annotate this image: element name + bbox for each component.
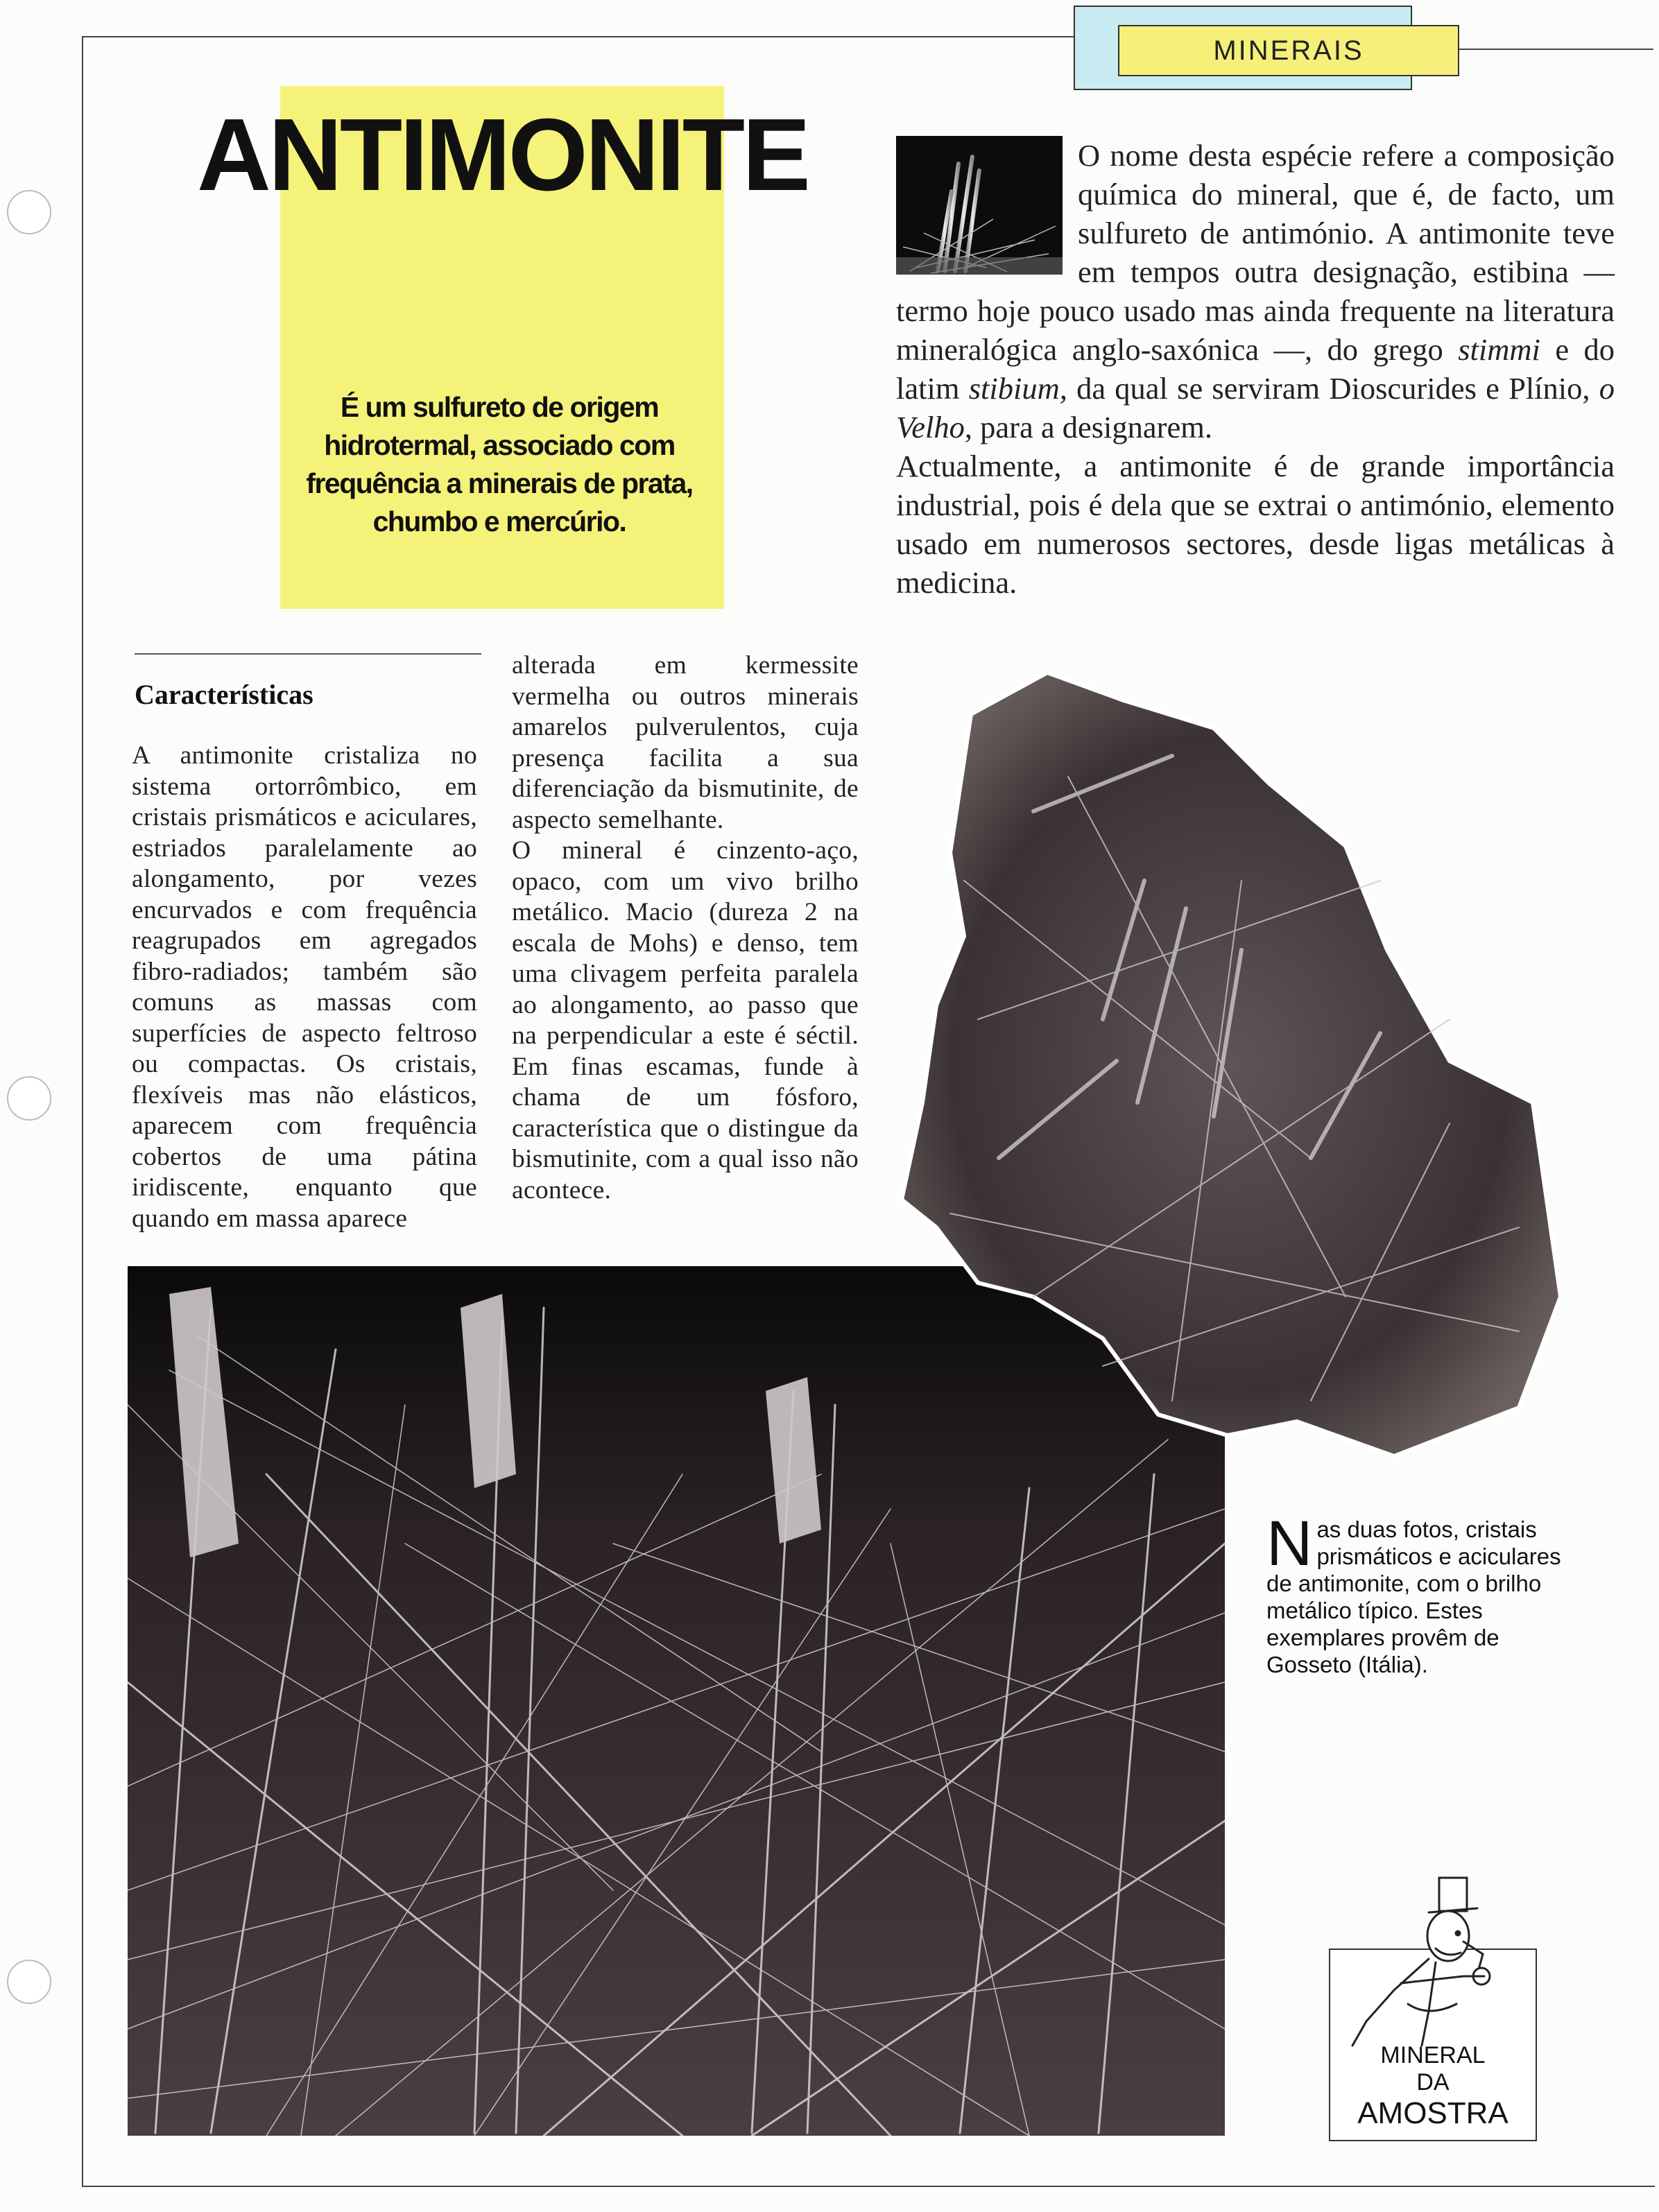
frame-top-rule (82, 36, 1075, 37)
logo-line-1: MINERAL (1380, 2042, 1486, 2068)
column-paragraph: O mineral é cinzento-aço, opaco, com um vivo brilho metálico. Macio (dureza 2 na escala de Mohs) e denso, tem uma clivagem perfeita paralela ao alongamento, ao passo que na perpendicular a este é séctil. Em finas escamas, funde à chama de um fósforo, característica que o distingue da bismutinite, com a qual isso não acontece. (512, 836, 859, 1204)
intro-text-part: , para a designarem. (964, 410, 1212, 444)
caption-dropcap: N (1266, 1508, 1313, 1579)
lead-text: É um sulfureto de origem hidrotermal, associado com frequência a minerais de prata, chumbo e mercúrio. (306, 391, 693, 537)
page-title: ANTIMONITE (197, 98, 808, 212)
thumbnail-spacer (896, 136, 1078, 283)
caption-text: as duas fotos, cristais prismáticos e aciculares de antimonite, com o brilho metálico típico. Estes exemplares provêm de Gosseto (Itália). (1266, 1517, 1561, 1677)
binder-hole (7, 1960, 51, 2004)
photo-caption (1266, 1508, 1585, 1678)
section-rule (135, 653, 481, 655)
text-column-2 (512, 650, 859, 1206)
intro-text-part: da qual se serviram Dioscurides e Plínio, (1067, 371, 1599, 406)
intro-italic-term: stimmi (1458, 332, 1540, 367)
text-column-1: A antimonite cristaliza no sistema ortorrômbico, em cristais prismáticos e aciculares, estriados paralelamente ao alongamento, por vezes encurvados e com frequência reagrupados em agregados fibro-radiados; também são comuns as massas com superfícies de aspecto feltroso ou compactas. Os cristais, flexíveis mas não elásticos, aparecem com frequência cobertos de uma pátina iridiscente, enquanto que quando em massa aparece (132, 741, 477, 1233)
intro-text (896, 136, 1615, 602)
intro-text-part: O nome desta espécie refere a composição química do mineral, que é, de facto, um sulfureto de antimónio. A antimonite teve em tempos outra designação, estibina — termo hoje pouco usado mas ainda frequente na literatura mineralógica anglo-saxónica —, do grego (896, 138, 1615, 367)
logo-text (1329, 2041, 1537, 2132)
frame-top-rule-right (1456, 49, 1653, 50)
logo-line-2: DA (1416, 2069, 1450, 2096)
intro-paragraph: Actualmente, a antimonite é de grande importância industrial, pois é dela que se extrai o antimónio, elemento usado em numerosos sectores, desde ligas metálicas à medicina. (896, 449, 1615, 600)
crystal-photo-specimen (895, 673, 1561, 1463)
intro-text-part: e do latim (896, 332, 1615, 406)
geologist-figure-icon (1325, 1872, 1512, 2053)
section-heading: Características (135, 679, 313, 710)
intro-italic-term: stibium, (968, 371, 1067, 406)
binder-hole (7, 190, 51, 234)
category-tab: MINERAIS (1118, 25, 1459, 76)
intro-italic-term: o Velho (896, 371, 1615, 444)
binder-hole (7, 1076, 51, 1121)
column-paragraph: alterada em kermessite vermelha ou outros minerais amarelos pulverulentos, cuja presença facilita a sua diferenciação da bismutinite, de aspecto semelhante. (512, 651, 859, 834)
logo-line-3: AMOSTRA (1357, 2096, 1508, 2130)
